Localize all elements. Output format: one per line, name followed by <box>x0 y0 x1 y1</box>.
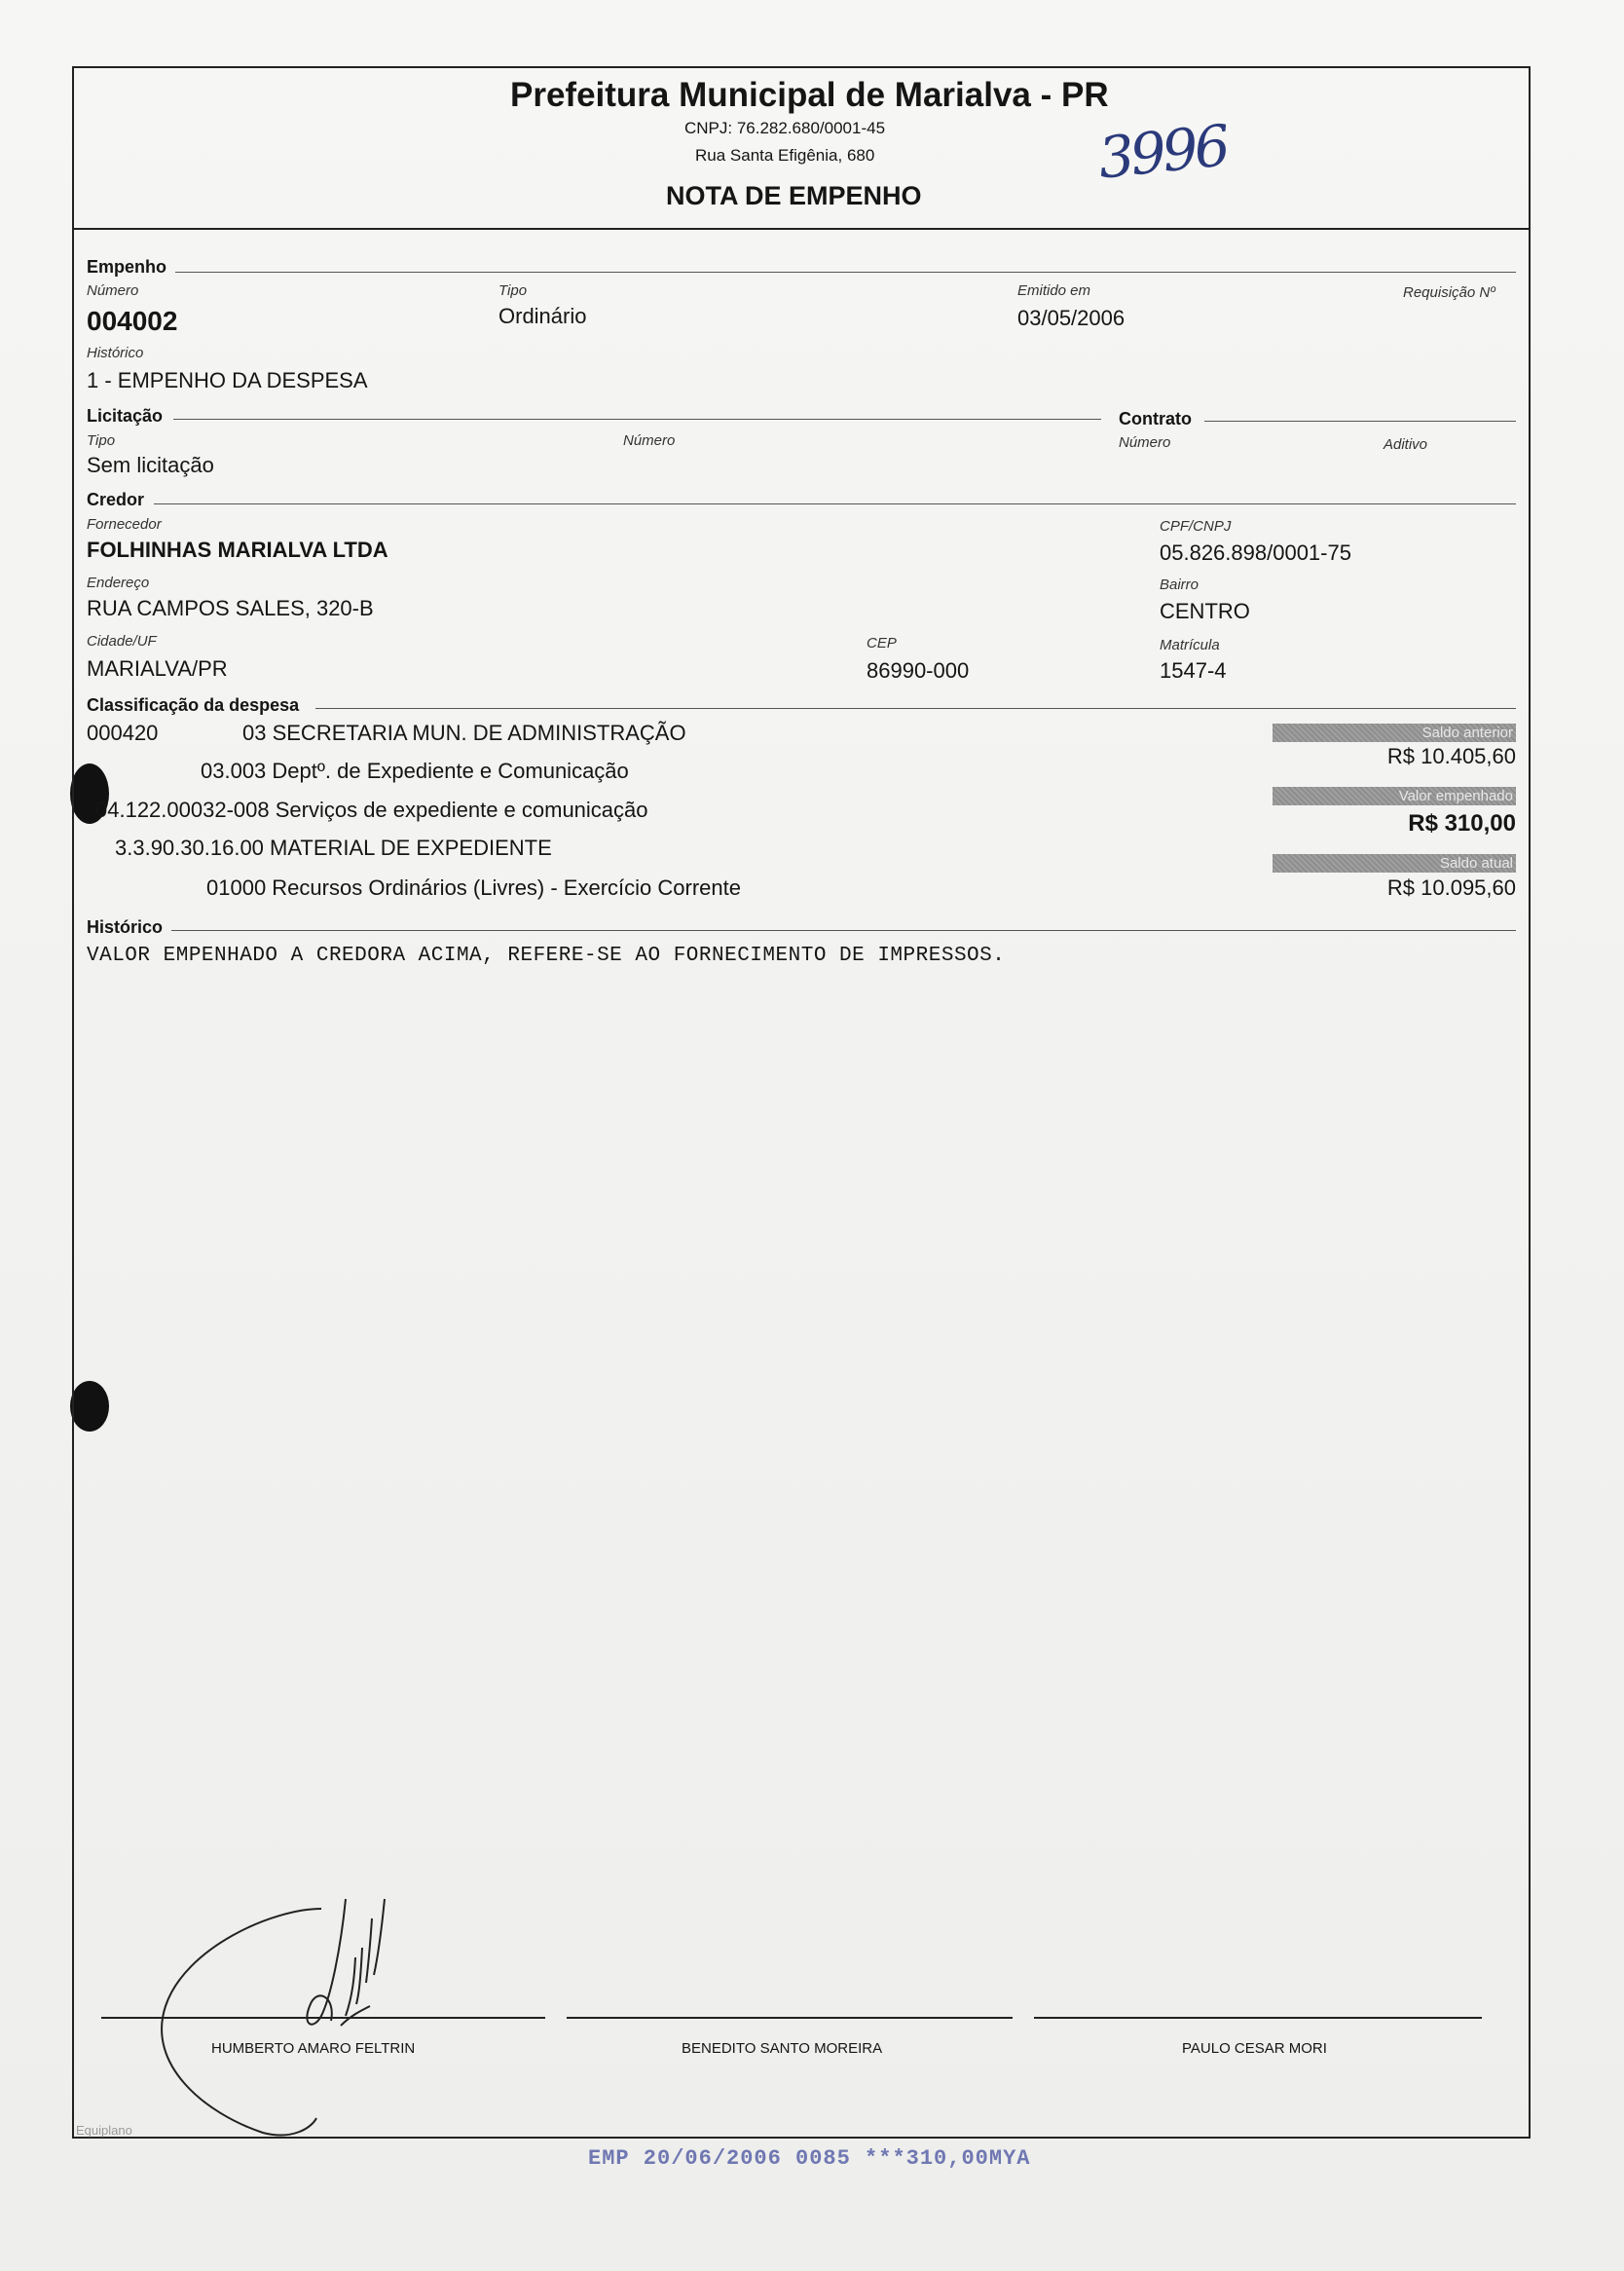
signatory-2: BENEDITO SANTO MOREIRA <box>682 2040 883 2057</box>
valor-empenhado-value: R$ 310,00 <box>1408 810 1516 837</box>
saldo-anterior-bar <box>1273 724 1516 742</box>
classificacao-unidade: 03.003 Deptº. de Expediente e Comunicação <box>201 759 629 783</box>
saldo-atual-value: R$ 10.095,60 <box>1386 875 1516 900</box>
licitacao-tipo-value: Sem licitação <box>87 453 214 477</box>
cnpj-text: CNPJ: 76.282.680/0001-45 <box>684 119 886 137</box>
saldo-atual-label: Saldo atual <box>1439 855 1513 872</box>
signature-line-3 <box>1034 2017 1482 2019</box>
section-rule <box>315 708 1516 709</box>
emitido-value: 03/05/2006 <box>1017 306 1126 330</box>
matricula-value: 1547-4 <box>1160 658 1227 683</box>
software-watermark: Equiplano <box>76 2123 132 2138</box>
classificacao-code: 000420 <box>87 721 159 745</box>
fornecedor-value: FOLHINHAS MARIALVA LTDA <box>87 538 388 562</box>
cidade-value: MARIALVA/PR <box>87 656 228 681</box>
signature-line-2 <box>567 2017 1013 2019</box>
section-rule <box>175 272 1516 273</box>
section-contrato: Contrato <box>1119 409 1192 428</box>
tipo-label: Tipo <box>498 282 528 299</box>
cidade-label: Cidade/UF <box>87 633 157 650</box>
valor-empenhado-bar <box>1273 787 1516 805</box>
classificacao-funcional: 04.122.00032-008 Serviços de expediente e comunicação <box>95 798 648 822</box>
endereco-value: RUA CAMPOS SALES, 320-B <box>87 596 374 620</box>
saldo-atual-bar <box>1273 854 1516 873</box>
historico-text: VALOR EMPENHADO A CREDORA ACIMA, REFERE-SE AO FORNECIMENTO DE IMPRESSOS. <box>87 945 1006 967</box>
section-empenho: Empenho <box>87 257 167 277</box>
tipo-value: Ordinário <box>498 304 587 328</box>
numero-label: Número <box>87 282 139 299</box>
contrato-numero-label: Número <box>1119 434 1171 451</box>
classificacao-orgao: 03 SECRETARIA MUN. DE ADMINISTRAÇÃO <box>242 721 686 745</box>
valor-empenhado-label: Valor empenhado <box>1398 788 1513 804</box>
licitacao-tipo-label: Tipo <box>87 432 116 449</box>
handwritten-number: 3996 <box>1094 112 1230 192</box>
cpf-value: 05.826.898/0001-75 <box>1160 540 1351 565</box>
classificacao-recurso: 01000 Recursos Ordinários (Livres) - Exercício Corrente <box>206 875 741 900</box>
fornecedor-label: Fornecedor <box>87 516 162 533</box>
cep-value: 86990-000 <box>867 658 970 683</box>
cpf-label: CPF/CNPJ <box>1160 518 1232 535</box>
header-divider <box>72 228 1531 230</box>
bairro-value: CENTRO <box>1160 599 1250 623</box>
matricula-label: Matrícula <box>1160 637 1220 653</box>
page-title: Prefeitura Municipal de Marialva - PR <box>510 76 1109 114</box>
address-text: Rua Santa Efigênia, 680 <box>695 146 875 165</box>
payment-stamp: EMP 20/06/2006 0085 ***310,00MYA <box>588 2146 1031 2171</box>
saldo-anterior-value: R$ 10.405,60 <box>1386 744 1516 768</box>
historico-value: 1 - EMPENHO DA DESPESA <box>87 368 368 392</box>
saldo-anterior-label: Saldo anterior <box>1421 725 1513 741</box>
section-classificacao: Classificação da despesa <box>87 695 300 715</box>
classificacao-elemento: 3.3.90.30.16.00 MATERIAL DE EXPEDIENTE <box>115 836 552 860</box>
signature-drawing <box>146 1889 438 2181</box>
section-licitacao: Licitação <box>87 406 164 426</box>
section-credor: Credor <box>87 490 145 509</box>
licitacao-numero-label: Número <box>623 432 676 449</box>
endereco-label: Endereço <box>87 575 150 591</box>
empenho-number: 004002 <box>87 306 178 336</box>
historico-label: Histórico <box>87 345 144 361</box>
contrato-aditivo-label: Aditivo <box>1384 436 1428 453</box>
section-rule <box>173 419 1101 420</box>
signature-line-1 <box>101 2017 545 2019</box>
section-rule <box>154 503 1516 504</box>
section-rule <box>1204 421 1516 422</box>
cep-label: CEP <box>867 635 897 652</box>
doc-type-heading: NOTA DE EMPENHO <box>666 181 922 210</box>
signatory-1: HUMBERTO AMARO FELTRIN <box>211 2040 416 2057</box>
requisicao-label: Requisição Nº <box>1403 284 1495 301</box>
bairro-label: Bairro <box>1160 577 1200 593</box>
emitido-label: Emitido em <box>1017 282 1091 299</box>
section-historico: Histórico <box>87 917 164 937</box>
signatory-3: PAULO CESAR MORI <box>1182 2040 1327 2057</box>
section-rule <box>171 930 1516 931</box>
